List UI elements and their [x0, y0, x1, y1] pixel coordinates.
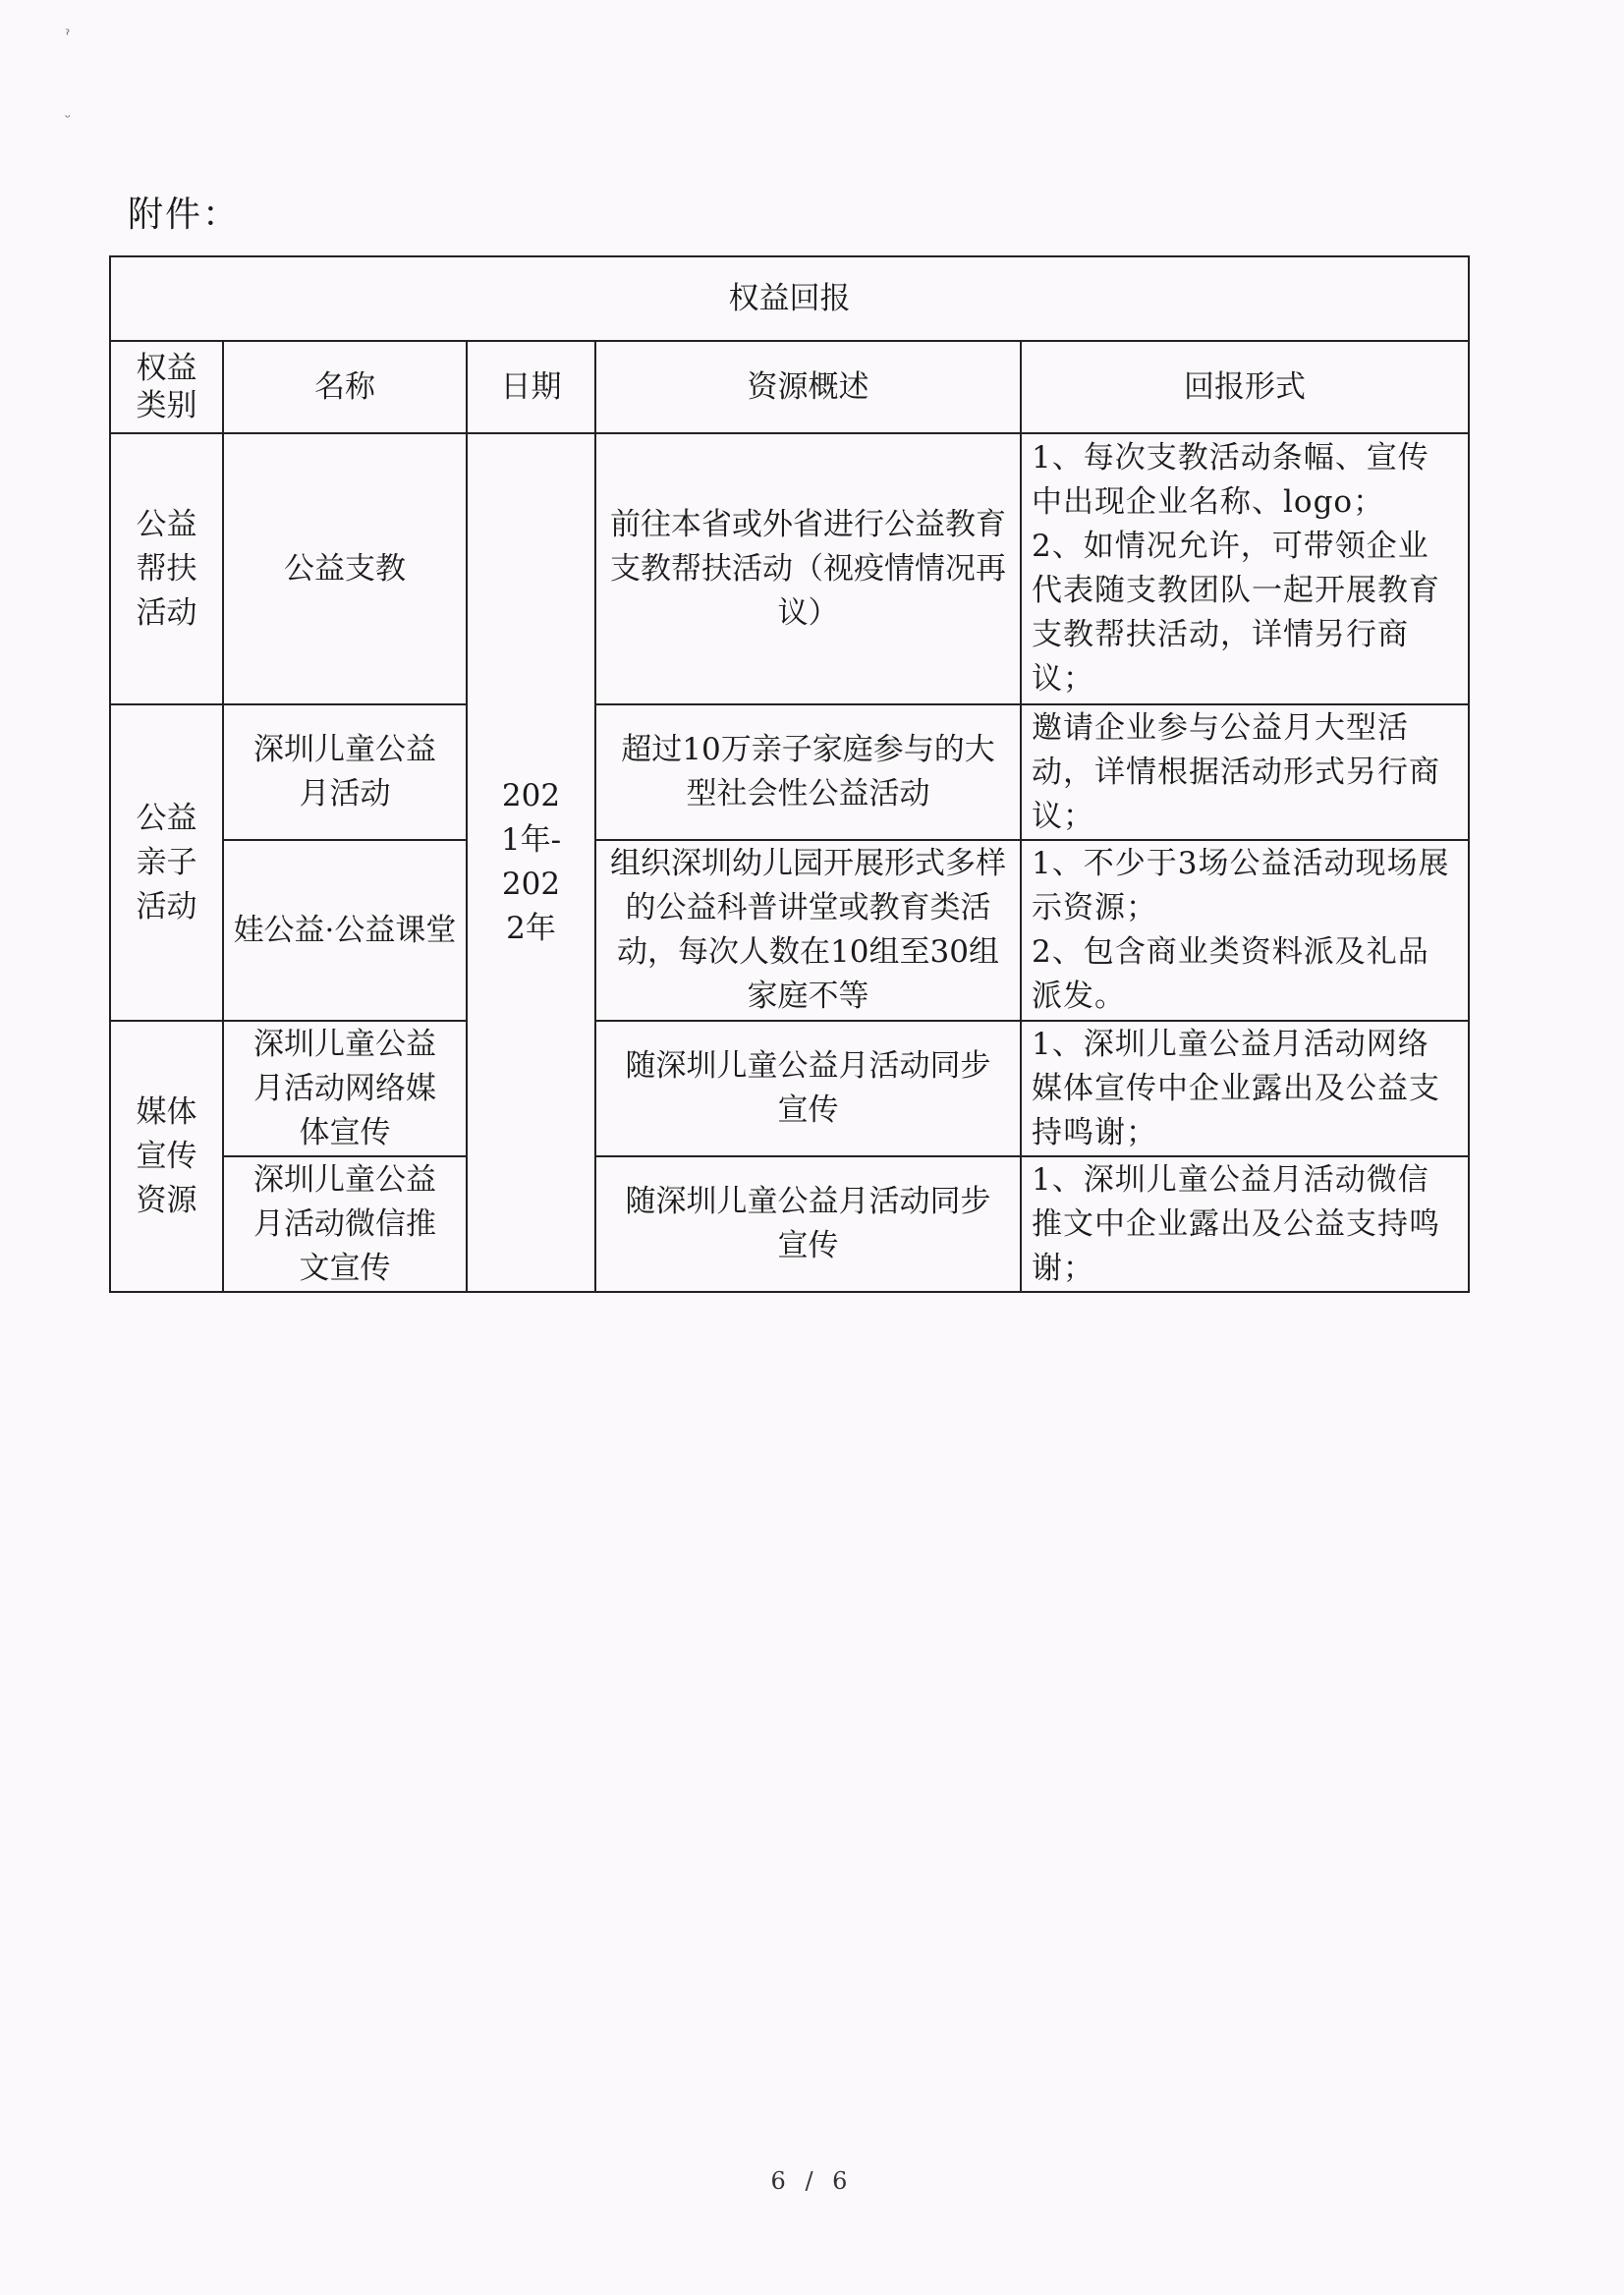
header-category: 权益类别: [110, 341, 223, 433]
return-item: 2、包含商业类资料派及礼品派发。: [1032, 934, 1429, 1014]
page-number: 6 / 6: [770, 2167, 854, 2195]
name-cell: 公益支教: [223, 433, 467, 704]
description-cell: 前往本省或外省进行公益教育支教帮扶活动（视疫情情况再议）: [595, 433, 1021, 704]
return-item: 邀请企业参与公益月大型活动，详情根据活动形式另行商议；: [1032, 709, 1440, 834]
header-name: 名称: [223, 341, 467, 433]
rights-table: [109, 255, 1470, 1293]
return-form-cell: [1021, 840, 1469, 1021]
table-row: [110, 1156, 1469, 1292]
description-cell: 随深圳儿童公益月活动同步宣传: [595, 1156, 1021, 1292]
return-item: 1、每次支教活动条幅、宣传中出现企业名称、logo；: [1032, 440, 1429, 520]
return-item: 1、深圳儿童公益月活动微信推文中企业露出及公益支持鸣谢；: [1032, 1161, 1440, 1286]
table-row: [110, 704, 1469, 840]
return-item: 2、如情况允许，可带领企业代表随支教团队一起开展教育支教帮扶活动，详情另行商议；: [1032, 529, 1440, 697]
category-cell: 公益帮扶活动: [110, 433, 223, 704]
header-date: 日期: [467, 341, 595, 433]
scan-mark: ᵕ: [65, 110, 71, 126]
return-form-cell: [1021, 704, 1469, 840]
table-row: [110, 840, 1469, 1021]
category-cell: 公益亲子活动: [110, 704, 223, 1021]
date-cell: 2021年-2022年: [467, 433, 595, 1292]
description-cell: 超过10万亲子家庭参与的大型社会性公益活动: [595, 704, 1021, 840]
return-item: 1、不少于3场公益活动现场展示资源；: [1032, 846, 1450, 925]
description-cell: 组织深圳幼儿园开展形式多样的公益科普讲堂或教育类活动，每次人数在10组至30组家庭不等: [595, 840, 1021, 1021]
name-cell: 深圳儿童公益月活动微信推文宣传: [223, 1156, 467, 1292]
description-cell: 随深圳儿童公益月活动同步宣传: [595, 1021, 1021, 1156]
return-form-cell: [1021, 1021, 1469, 1156]
name-cell: 深圳儿童公益月活动网络媒体宣传: [223, 1021, 467, 1156]
header-return-form: 回报形式: [1021, 341, 1469, 433]
scan-mark: ˀ: [65, 28, 71, 43]
table-row: [110, 1021, 1469, 1156]
return-form-cell: [1021, 433, 1469, 704]
name-cell: 娃公益·公益课堂: [223, 840, 467, 1021]
name-cell: 深圳儿童公益月活动: [223, 704, 467, 840]
return-item: 1、深圳儿童公益月活动网络媒体宣传中企业露出及公益支持鸣谢；: [1032, 1026, 1440, 1150]
category-cell: 媒体宣传资源: [110, 1021, 223, 1292]
header-description: 资源概述: [595, 341, 1021, 433]
return-form-cell: [1021, 1156, 1469, 1292]
attachment-label: 附件：: [128, 195, 241, 235]
table-row: [110, 433, 1469, 704]
table-title: 权益回报: [110, 256, 1469, 341]
